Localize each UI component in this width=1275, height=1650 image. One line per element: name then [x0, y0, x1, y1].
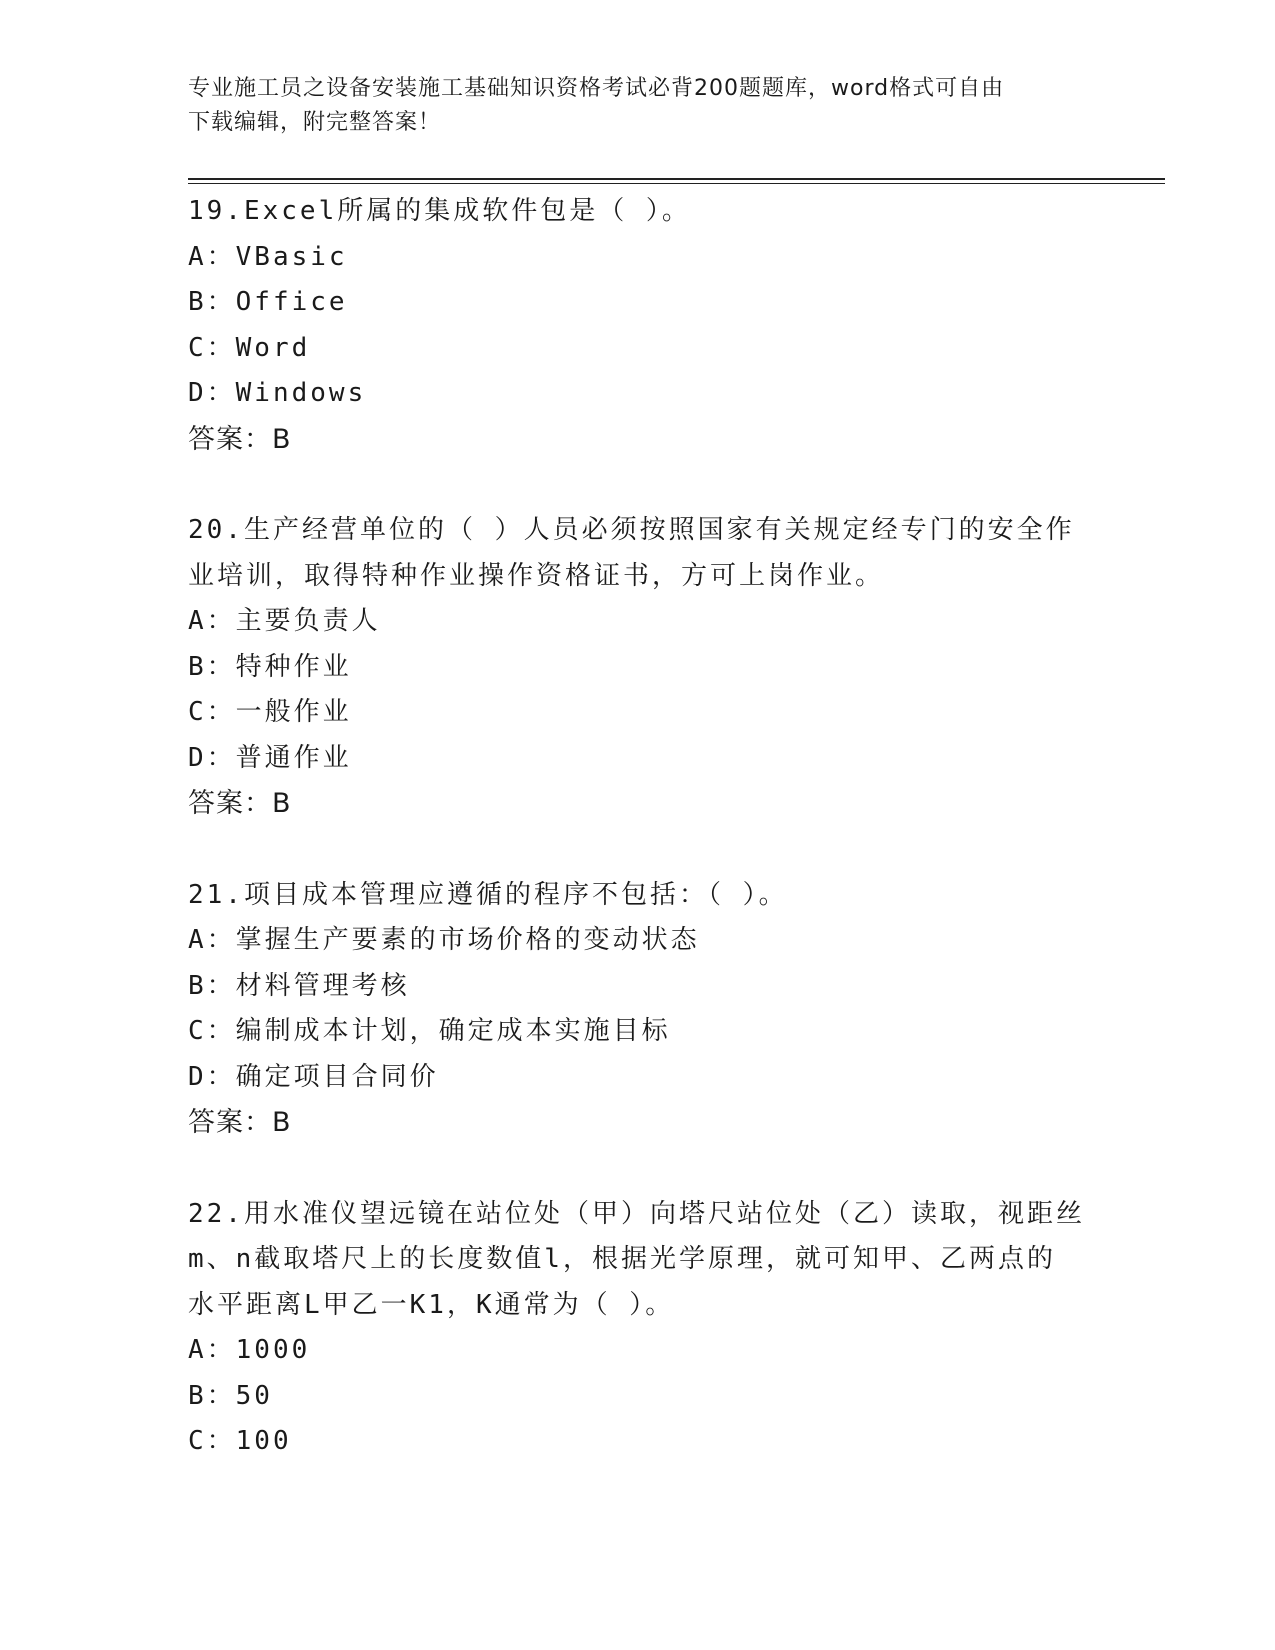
option-b: B：材料管理考核 — [188, 970, 410, 1001]
option-a: A：1000 — [188, 1335, 311, 1365]
option-d: D：确定项目合同价 — [188, 1061, 439, 1092]
option-a: A：主要负责人 — [188, 606, 381, 636]
option-c: C：Word — [188, 332, 311, 363]
option-b: B：Office — [188, 287, 348, 317]
option-a: A：掌握生产要素的市场价格的变动状态 — [188, 925, 700, 955]
question-22 — [188, 1192, 1088, 1465]
option-c: C：一般作业 — [188, 697, 352, 727]
question-19 — [188, 189, 1088, 462]
option-b: B：特种作业 — [188, 651, 352, 682]
question-stem-continued: m、n截取塔尺上的长度数值l，根据光学原理，就可知甲、乙两点的 — [188, 1244, 1056, 1274]
option-c: C：编制成本计划，确定成本实施目标 — [188, 1016, 671, 1046]
question-stem: 20.生产经营单位的（ ）人员必须按照国家有关规定经专门的安全作 — [188, 515, 1075, 545]
question-stem: 19.Excel所属的集成软件包是（ ）。 — [188, 196, 691, 226]
question-stem-continued: 水平距离L甲乙一K1，K通常为（ ）。 — [188, 1289, 675, 1320]
question-list — [188, 189, 1088, 1511]
answer-line: 答案：B — [188, 1107, 292, 1138]
answer-line: 答案：B — [188, 788, 292, 819]
option-b: B：50 — [188, 1380, 273, 1411]
question-20 — [188, 508, 1088, 827]
question-21 — [188, 873, 1088, 1146]
document-header: 专业施工员之设备安装施工基础知识资格考试必背200题题库，word格式可自由 下载编辑，附完整答案！ — [188, 76, 1005, 135]
question-stem: 22.用水准仪望远镜在站位处（甲）向塔尺站位处（乙）读取，视距丝 — [188, 1198, 1085, 1229]
option-d: D：Windows — [188, 378, 367, 408]
header-rule-thin — [188, 183, 1165, 184]
option-a: A：VBasic — [188, 241, 348, 272]
question-stem-continued: 业培训，取得特种作业操作资格证书，方可上岗作业。 — [188, 560, 885, 591]
question-stem: 21.项目成本管理应遵循的程序不包括：（ ）。 — [188, 879, 788, 910]
header-rule-thick — [188, 178, 1165, 180]
option-d: D：普通作业 — [188, 742, 352, 773]
answer-line: 答案：B — [188, 423, 292, 455]
option-c: C：100 — [188, 1426, 292, 1456]
